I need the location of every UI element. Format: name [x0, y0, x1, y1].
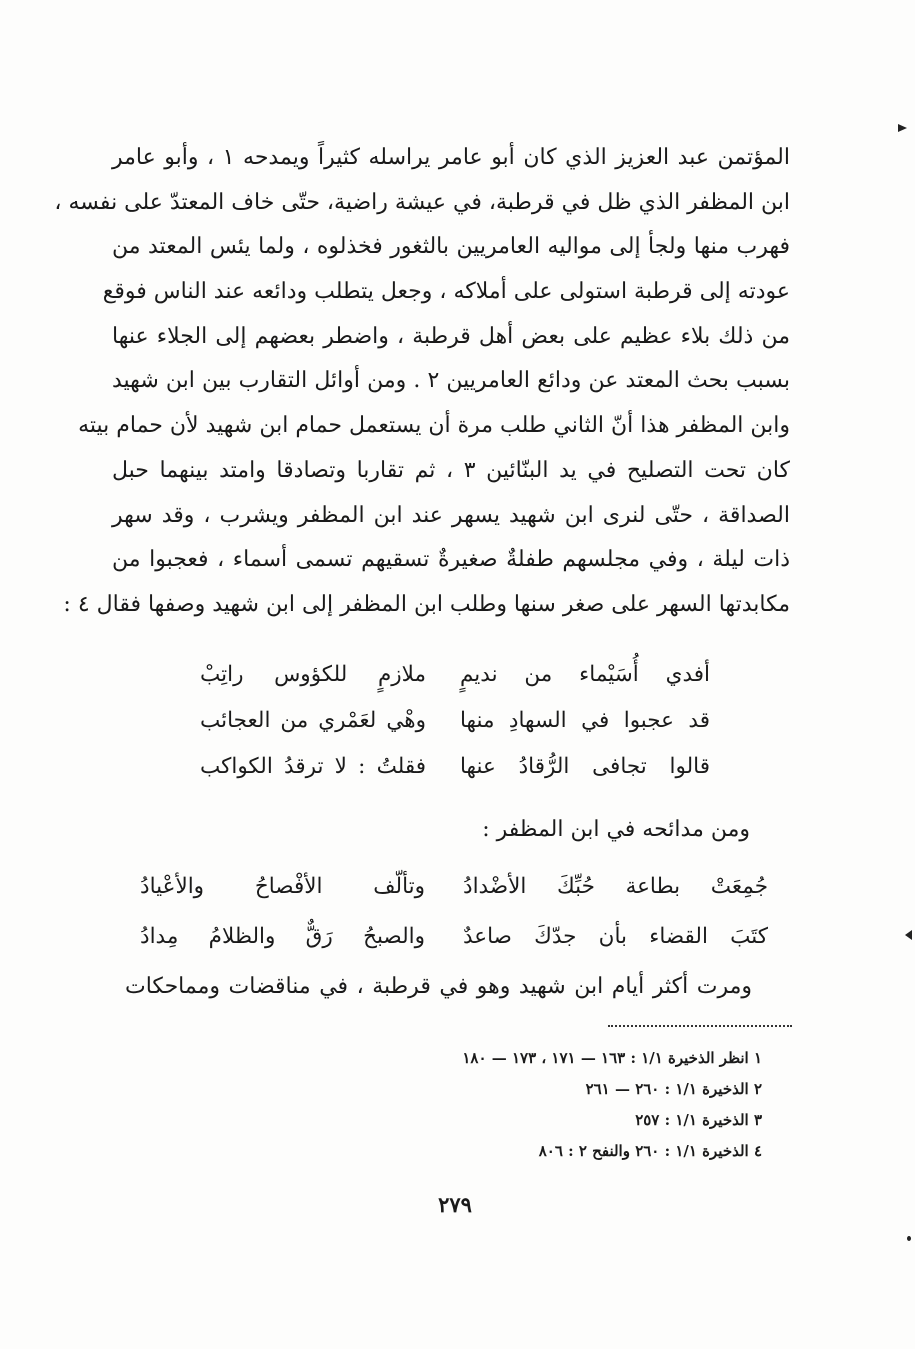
footnote-separator [608, 1025, 792, 1027]
text-line: المؤتمن عبد العزيز الذي كان أبو عامر يراسله كثيراً ويمدحه ١ ، وأبو عامر [112, 145, 790, 170]
verse-line [140, 912, 768, 962]
closing-text-line: ومرت أكثر أيام ابن شهيد وهو في قرطبة ، في مناقضات ومماحكات [125, 974, 752, 999]
verse-first-hemistich: قالوا تجافى الرُّقادُ عنها [460, 754, 710, 779]
poem-asma [200, 652, 710, 790]
text-line: ذات ليلة ، وفي مجلسهم طفلةٌ صغيرةٌ تسقيهم تسمى أسماء ، فعجبوا من [112, 547, 790, 573]
verse-second-hemistich: ملازمٍ للكؤوس راتِبْ [200, 662, 426, 687]
page-number: ٢٧٩ [438, 1192, 472, 1217]
footnote: ٤ الذخيرة ١/١ : ٢٦٠ والنفح ٢ : ٨٠٦ [538, 1142, 762, 1160]
text-line: الصداقة ، حتّى لنرى ابن شهيد يسهر عند ابن المظفر ويشرب ، وقد سهر [112, 502, 790, 528]
main-paragraph [54, 136, 791, 628]
footnote: ١ انظر الذخيرة ١/١ : ١٦٣ — ١٧١ ، ١٧٣ — ١٨٠ [462, 1049, 762, 1067]
verse-second-hemistich: وتألّف الأفْصاحُ والأعْيادُ [140, 874, 425, 899]
margin-mark [898, 124, 907, 132]
verse-second-hemistich: فقلتُ : لا ترقدُ الكواكب [200, 754, 426, 779]
verse-first-hemistich: كتَبَ القضاء بأن جدّكَ صاعدٌ [463, 924, 768, 949]
footnotes [342, 1043, 762, 1167]
margin-mark [905, 930, 912, 940]
text-line: مكابدتها السهر على صغر سنها وطلب ابن المظفر إلى ابن شهيد وصفها فقال ٤ : [63, 591, 790, 617]
verse-line [140, 862, 768, 912]
text-line: كان تحت التصليح في يد البنّائين ٣ ، ثم تقاربا وتصادقا وامتد بينهما حبل [112, 457, 790, 483]
text-line: عودته إلى قرطبة استولى على أملاكه ، وجعل يتطلب ودائعه عند الناس فوقع [102, 279, 790, 305]
verse-line [200, 652, 710, 698]
verse-first-hemistich: قد عجبوا في السهادِ منها [460, 708, 710, 733]
margin-mark [907, 1236, 911, 1241]
verse-first-hemistich: أفدي أُسَيْماء من نديمٍ [460, 662, 710, 687]
verse-first-hemistich: جُمِعَتْ بطاعة حُبِّكَ الأضْدادُ [463, 874, 768, 899]
verse-line [200, 698, 710, 744]
verse-line [200, 744, 710, 790]
footnote: ٣ الذخيرة ١/١ : ٢٥٧ [635, 1111, 762, 1129]
text-line: من ذلك بلاء عظيم على بعض أهل قرطبة ، واضطر بعضهم إلى الجلاء عنها [112, 323, 790, 349]
text-line: ابن المظفر الذي ظل في قرطبة، في عيشة راضية، حتّى خاف المعتدّ على نفسه ، [54, 189, 790, 215]
poem-intro-line: ومن مدائحه في ابن المظفر : [482, 817, 750, 842]
verse-second-hemistich: والصبحُ رَقٌّ والظلامُ مِدادُ [140, 924, 425, 949]
text-line: وابن المظفر هذا أنّ الثاني طلب مرة أن يستعمل حمام ابن شهيد لأن حمام بيته [78, 413, 790, 439]
poem-praise [140, 862, 768, 962]
verse-second-hemistich: وهْي لعَمْري من العجائب [200, 708, 426, 733]
footnote: ٢ الذخيرة ١/١ : ٢٦٠ — ٢٦١ [585, 1080, 762, 1098]
text-line: فهرب منها ولجأ إلى مواليه العامريين بالثغور فخذلوه ، ولما يئس المعتد من [112, 234, 790, 260]
text-line: بسبب بحث المعتد عن ودائع العامريين ٢ . ومن أوائل التقارب بين ابن شهيد [112, 368, 791, 394]
